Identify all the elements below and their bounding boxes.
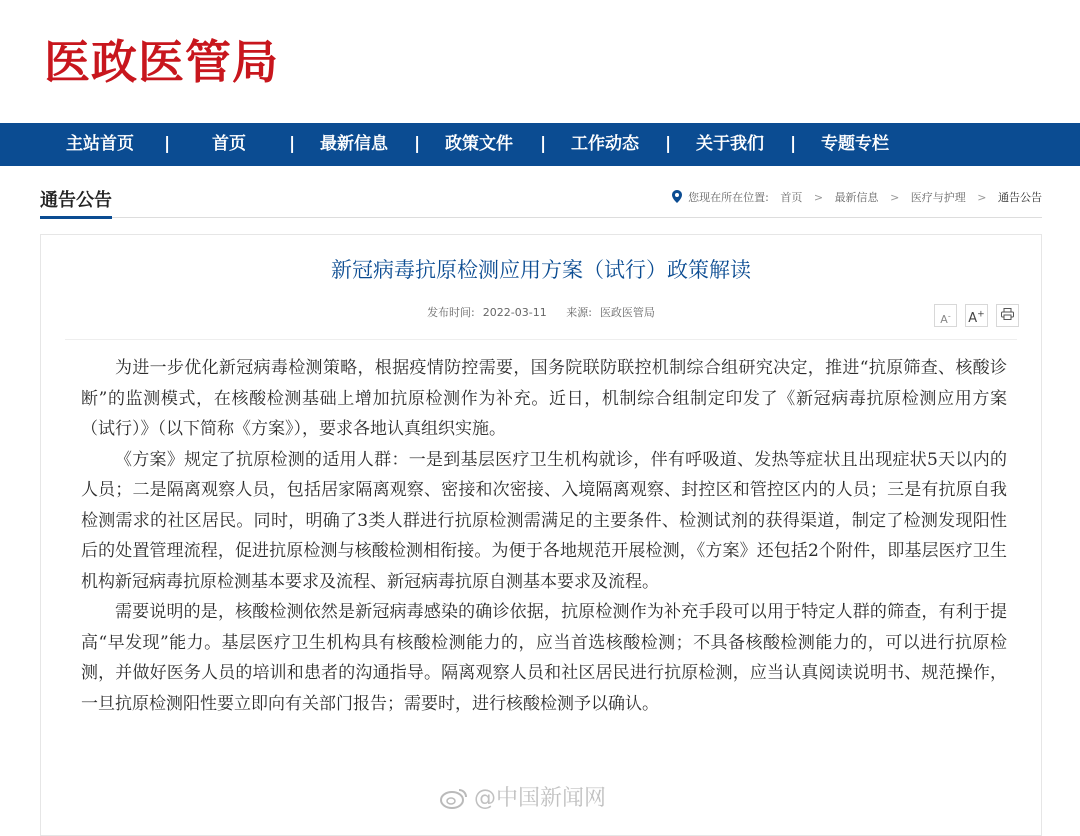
weibo-icon xyxy=(440,787,468,818)
article-meta xyxy=(41,305,1041,321)
site-header xyxy=(0,0,1080,123)
nav-separator: | xyxy=(540,134,547,154)
print-button[interactable] xyxy=(996,304,1019,327)
article-paragraph: 《方案》规定了抗原检测的适用人群：一是到基层医疗卫生机构就诊，伴有呼吸道、发热等症状且出现症状5天以内的人员；二是隔离观察人员，包括居家隔离观察、密接和次密接、入境隔离观察、封控区和管控区内的人员；三是有抗原自我检测需求的社区居民。同时，明确了3类人群进行抗原检测需满足的主要条件、检测试剂的获得渠道，制定了检测发现阳性后的处置管理流程，促进抗原检测与核酸检测相衔接。为便于各地规范开展检测，《方案》还包括2个附件，即基层医疗卫生机构新冠病毒抗原检测基本要求及流程、新冠病毒抗原自测基本要求及流程。 xyxy=(81,449,1007,592)
breadcrumb-item-home[interactable]: 首页 xyxy=(780,191,803,204)
nav-item-special-topics[interactable]: 专题专栏 xyxy=(821,134,889,154)
breadcrumb-item-latest-info[interactable]: 最新信息 xyxy=(834,191,879,204)
breadcrumb-label: 您现在所在位置: xyxy=(688,191,769,204)
breadcrumb-separator: > xyxy=(890,191,900,204)
title-divider xyxy=(65,339,1017,340)
font-smaller-button[interactable] xyxy=(934,304,957,327)
article-paragraph: 为进一步优化新冠病毒检测策略，根据疫情防控需要，国务院联防联控机制综合组研究决定，推进“抗原筛查、核酸诊断”的监测模式，在核酸检测基础上增加抗原检测作为补充。近日，机制综合组制定印发了《新冠病毒抗原检测应用方案（试行）》（以下简称《方案》），要求各地认真组织实施。 xyxy=(81,358,1007,439)
nav-item-policy-docs[interactable]: 政策文件 xyxy=(445,134,513,154)
watermark xyxy=(440,784,606,818)
breadcrumb-item-notices[interactable]: 通告公告 xyxy=(998,191,1042,204)
font-larger-button[interactable] xyxy=(965,304,988,327)
nav-item-main-home[interactable]: 主站首页 xyxy=(66,134,134,154)
breadcrumb xyxy=(672,190,1042,208)
article-title: 新冠病毒抗原检测应用方案（试行）政策解读 xyxy=(331,258,751,282)
article-container xyxy=(40,234,1042,836)
nav-item-work-news[interactable]: 工作动态 xyxy=(571,134,639,154)
nav-item-about-us[interactable]: 关于我们 xyxy=(696,134,764,154)
article-body xyxy=(81,353,1007,719)
nav-separator: | xyxy=(289,134,296,154)
publish-date: 2022-03-11 xyxy=(482,306,547,319)
font-smaller-icon: A- xyxy=(940,311,951,326)
breadcrumb-separator: > xyxy=(977,191,987,204)
source-value: 医政医管局 xyxy=(599,306,655,319)
font-larger-icon: A+ xyxy=(968,310,985,327)
nav-separator: | xyxy=(414,134,421,154)
article-tools xyxy=(926,304,1019,327)
section-bar xyxy=(40,184,1042,218)
nav-separator: | xyxy=(164,134,171,154)
article-paragraph: 需要说明的是，核酸检测依然是新冠病毒感染的确诊依据，抗原检测作为补充手段可以用于特定人群的筛查，有利于提高“早发现”能力。基层医疗卫生机构具有核酸检测能力的，应当首选核酸检测；不具备核酸检测能力的，可以进行抗原检测，并做好医务人员的培训和患者的沟通指导。隔离观察人员和社区居民进行抗原检测，应当认真阅读说明书、规范操作，一旦抗原检测阳性要立即向有关部门报告；需要时，进行核酸检测予以确认。 xyxy=(81,602,1007,714)
publish-date-label: 发布时间: xyxy=(427,306,475,319)
nav-separator: | xyxy=(665,134,672,154)
watermark-text: @中国新闻网 xyxy=(474,786,607,811)
location-pin-icon xyxy=(672,190,682,208)
main-nav xyxy=(0,123,1080,166)
source-label: 来源: xyxy=(566,306,592,319)
nav-item-home[interactable]: 首页 xyxy=(212,134,246,154)
breadcrumb-item-medical-nursing[interactable]: 医疗与护理 xyxy=(910,191,966,204)
nav-separator: | xyxy=(790,134,797,154)
site-logo[interactable]: 医政医管局 xyxy=(44,35,279,89)
nav-item-latest-info[interactable]: 最新信息 xyxy=(320,134,388,154)
section-title: 通告公告 xyxy=(40,190,112,219)
print-icon xyxy=(1001,308,1014,322)
breadcrumb-separator: > xyxy=(813,191,824,204)
